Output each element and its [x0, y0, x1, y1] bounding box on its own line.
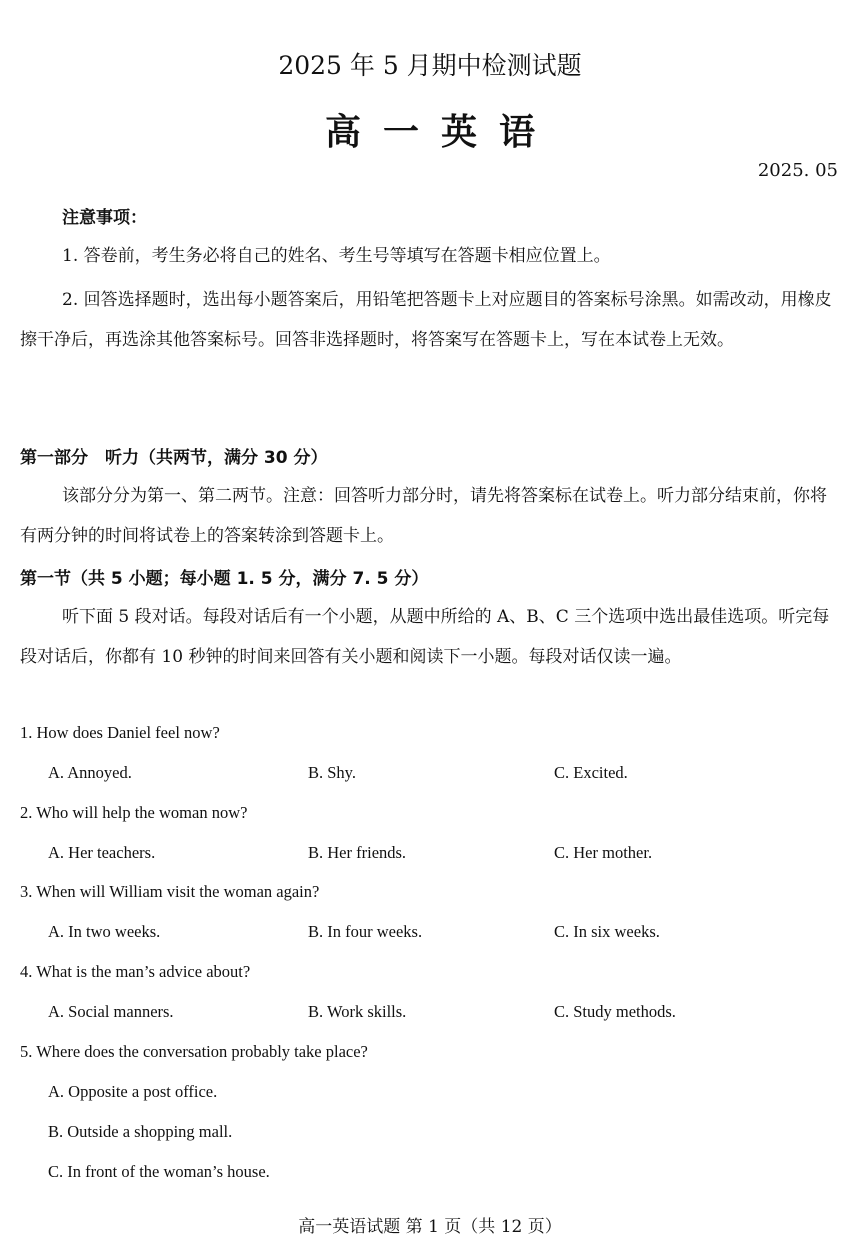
question-5-option-b: B. Outside a shopping mall. [48, 1122, 233, 1141]
exam-date: 2025. 05 [757, 160, 838, 181]
question-2-option-a: A. Her teachers. [48, 843, 156, 862]
question-1-option-b: B. Shy. [308, 763, 356, 782]
question-3-option-c: C. In six weeks. [554, 922, 660, 941]
question-5-option-a: A. Opposite a post office. [48, 1082, 218, 1101]
question-5-stem: 5. Where does the conversation probably take place? [20, 1042, 368, 1061]
part1-heading: 第一部分 听力（共两节，满分 30 分） [20, 448, 328, 468]
question-3-option-a: A. In two weeks. [48, 922, 161, 941]
question-1-stem: 1. How does Daniel feel now? [20, 723, 220, 742]
question-3-option-b: B. In four weeks. [308, 922, 423, 941]
section1-intro: 听下面 5 段对话。每段对话后有一个小题，从题中所给的 A、B、C 三个选项中选出最佳选项。听完每段对话后，你都有 10 秒钟的时间来回答有关小题和阅读下一小题。每段对话仅读一遍。 [20, 607, 830, 667]
page-footer: 高一英语试题 第 1 页（共 12 页） [298, 1217, 562, 1237]
question-5-option-c: C. In front of the woman’s house. [48, 1162, 270, 1181]
part1-intro: 该部分分为第一、第二两节。注意：回答听力部分时，请先将答案标在试卷上。听力部分结束前，你将有两分钟的时间将试卷上的答案转涂到答题卡上。 [20, 486, 827, 546]
notice-item-2: 2. 回答选择题时，选出每小题答案后，用铅笔把答题卡上对应题目的答案标号涂黑。如需改动，用橡皮擦干净后，再选涂其他答案标号。回答非选择题时，将答案写在答题卡上，写在本试卷上无效。 [20, 290, 832, 350]
notice-item-1: 1. 答卷前，考生务必将自己的姓名、考生号等填写在答题卡相应位置上。 [62, 246, 611, 266]
question-4-option-c: C. Study methods. [554, 1002, 676, 1021]
question-4-option-a: A. Social manners. [48, 1002, 174, 1021]
exam-title: 2025 年 5 月期中检测试题 [278, 51, 582, 80]
question-2-option-c: C. Her mother. [554, 843, 653, 862]
question-3-stem: 3. When will William visit the woman again? [20, 882, 320, 901]
subject-title: 高一英语 [324, 112, 557, 153]
question-2-option-b: B. Her friends. [308, 843, 407, 862]
notice-heading: 注意事项： [62, 208, 147, 228]
question-1-option-a: A. Annoyed. [48, 763, 132, 782]
section1-heading: 第一节（共 5 小题；每小题 1. 5 分，满分 7. 5 分） [20, 569, 429, 589]
question-2-stem: 2. Who will help the woman now? [20, 803, 248, 822]
question-4-option-b: B. Work skills. [308, 1002, 407, 1021]
question-1-option-c: C. Excited. [554, 763, 628, 782]
question-4-stem: 4. What is the man’s advice about? [20, 962, 251, 981]
